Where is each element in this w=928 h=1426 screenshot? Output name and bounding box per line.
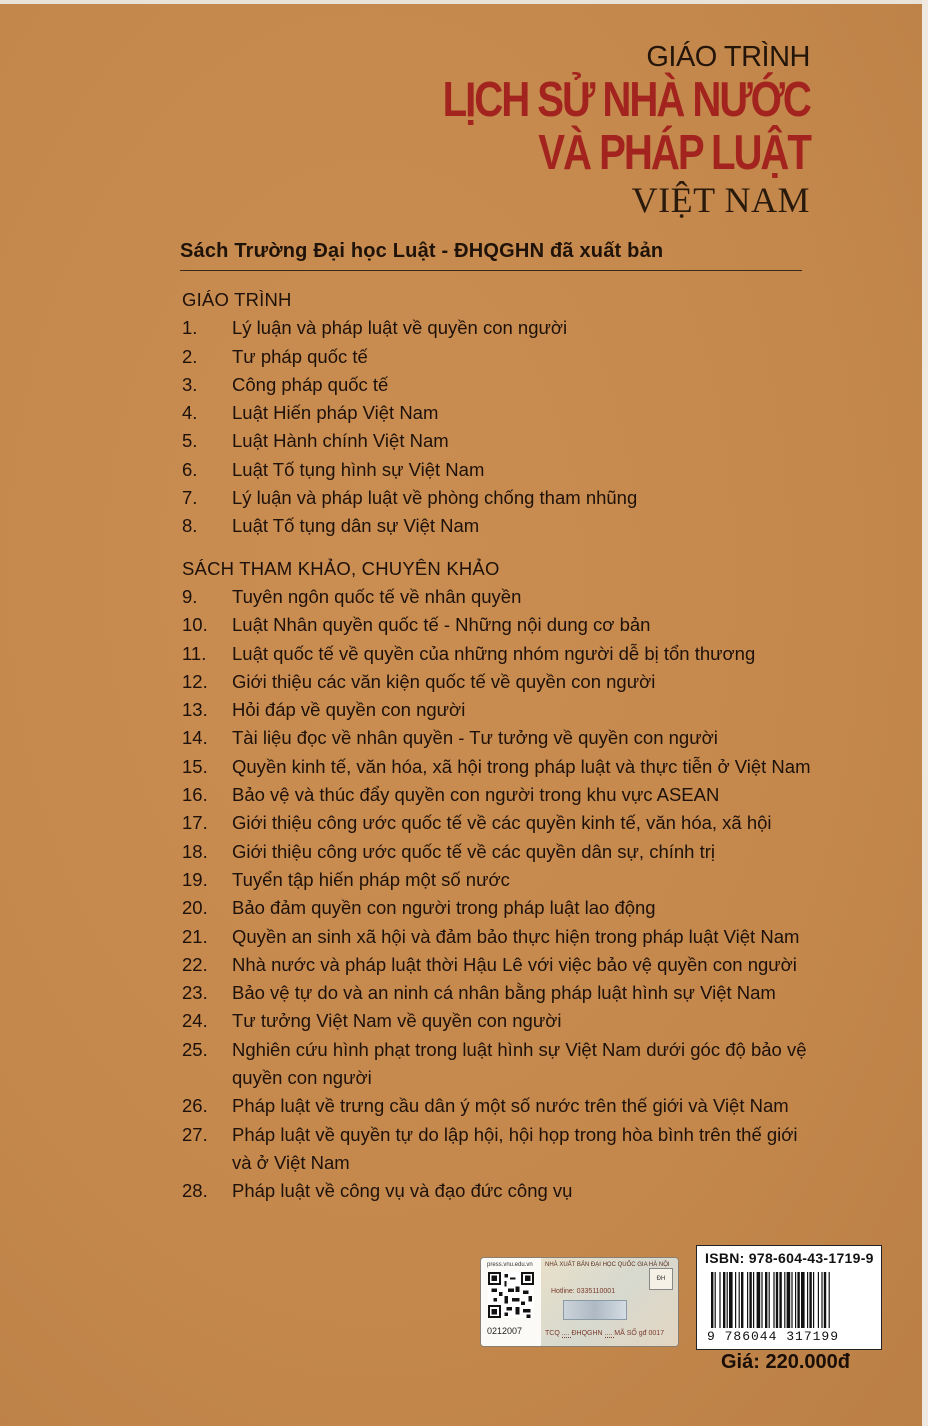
item-title: Giới thiệu các văn kiện quốc tế về quyền con người [232, 670, 656, 692]
list-item [182, 484, 822, 512]
list-item [182, 1092, 822, 1120]
item-number: 18. [182, 840, 208, 862]
item-title: Pháp luật về quyền tự do lập hội, hội họp trong hòa bình trên thế giới và ở Việt Nam [232, 1123, 798, 1173]
publisher-heading: Sách Trường Đại học Luật - ĐHQGHN đã xuất bản [180, 240, 802, 271]
barcode-icon [709, 1272, 869, 1328]
list-item [182, 611, 822, 639]
section-items [182, 314, 822, 540]
qr-code-icon [488, 1272, 534, 1318]
title-series: GIÁO TRÌNH [646, 41, 810, 73]
item-title: Nghiên cứu hình phạt trong luật hình sự Việt Nam dưới góc độ bảo vệ quyền con người [232, 1038, 807, 1089]
item-number: 11. [182, 642, 207, 664]
item-title: Luật quốc tế về quyền của những nhóm người dễ bị tổn thương [232, 642, 756, 664]
list-item [182, 1177, 822, 1205]
item-title: Tuyên ngôn quốc tế về nhân quyền [232, 585, 522, 607]
list-item [182, 583, 822, 611]
item-title: Luật Tố tụng dân sự Việt Nam [232, 515, 480, 537]
item-number: 2. [182, 345, 198, 367]
list-item [182, 866, 822, 894]
item-number: 4. [182, 402, 198, 424]
item-title: Luật Nhân quyền quốc tế - Những nội dung cơ bản [232, 614, 651, 636]
item-title: Lý luận và pháp luật về quyền con người [232, 317, 568, 339]
list-item [182, 724, 822, 752]
item-number: 22. [182, 953, 208, 975]
section-items [182, 583, 822, 1206]
list-item [182, 838, 822, 866]
list-item [182, 696, 822, 724]
item-number: 5. [182, 430, 198, 452]
price-label: Giá: 220.000đ [721, 1351, 850, 1373]
stamp-hotline: Hotline: 0335110001 [551, 1288, 616, 1295]
item-number: 28. [182, 1180, 208, 1202]
book-title-block [362, 40, 810, 220]
list-item [182, 923, 822, 951]
item-title: Công pháp quốc tế [232, 373, 389, 395]
list-item [182, 951, 822, 979]
item-title: Bảo đảm quyền con người trong pháp luật lao động [232, 897, 656, 919]
barcode-digits: 9 786044 317199 [707, 1329, 840, 1344]
stamp-footer: TCQ .... ĐHQGHN .... MÃ SỐ gđ 0017 [545, 1330, 665, 1337]
item-title: Tài liệu đọc về nhân quyền - Tư tưởng về quyền con người [232, 727, 718, 749]
item-number: 10. [182, 614, 208, 636]
item-number: 27. [182, 1123, 208, 1145]
hologram-strip [563, 1300, 627, 1320]
item-title: Giới thiệu công ước quốc tế về các quyền dân sự, chính trị [232, 840, 716, 862]
stamp-qr-panel [481, 1258, 541, 1346]
item-number: 20. [182, 897, 208, 919]
item-title: Bảo vệ tự do và an ninh cá nhân bằng pháp luật hình sự Việt Nam [232, 982, 776, 1004]
item-number: 12. [182, 670, 208, 692]
item-title: Tư tưởng Việt Nam về quyền con người [232, 1010, 562, 1032]
item-number: 24. [182, 1010, 208, 1032]
page-edge-top [0, 0, 928, 4]
item-number: 19. [182, 868, 208, 890]
item-title: Tư pháp quốc tế [232, 345, 368, 367]
list-item [182, 427, 822, 455]
item-number: 17. [182, 812, 208, 834]
list-item [182, 512, 822, 540]
list-item [182, 809, 822, 837]
item-number: 25. [182, 1038, 208, 1060]
list-item [182, 781, 822, 809]
item-number: 9. [182, 585, 198, 607]
title-line-2: VÀ PHÁP LUẬT [538, 126, 810, 180]
item-title: Quyền kinh tế, văn hóa, xã hội trong pháp luật và thực tiễn ở Việt Nam [232, 755, 811, 777]
item-title: Pháp luật về trưng cầu dân ý một số nước trên thế giới và Việt Nam [232, 1095, 789, 1117]
list-item [182, 668, 822, 696]
isbn-label: ISBN: 978-604-43-1719-9 [705, 1250, 874, 1266]
stamp-url: press.vnu.edu.vn [487, 1262, 533, 1268]
list-item [182, 343, 822, 371]
list-item [182, 371, 822, 399]
list-item [182, 456, 822, 484]
item-number: 7. [182, 487, 198, 509]
item-title: Giới thiệu công ước quốc tế về các quyền kinh tế, văn hóa, xã hội [232, 812, 772, 834]
section-heading: SÁCH THAM KHẢO, CHUYÊN KHẢO [182, 557, 500, 579]
item-title: Luật Hiến pháp Việt Nam [232, 402, 439, 424]
list-item [182, 1036, 822, 1093]
section-heading: GIÁO TRÌNH [182, 289, 292, 310]
item-number: 21. [182, 925, 208, 947]
publisher-logo-icon: ĐH [649, 1268, 673, 1290]
list-item [182, 314, 822, 342]
item-title: Pháp luật về công vụ và đạo đức công vụ [232, 1180, 573, 1202]
authenticity-stamp [480, 1257, 679, 1347]
item-title: Quyền an sinh xã hội và đảm bảo thực hiện trong pháp luật Việt Nam [232, 925, 800, 947]
stamp-footer-mid: ĐHQGHN [571, 1330, 603, 1337]
item-title: Hỏi đáp về quyền con người [232, 699, 466, 721]
list-item [182, 894, 822, 922]
list-item [182, 1007, 822, 1035]
isbn-barcode-box [696, 1245, 882, 1350]
book-list [182, 286, 822, 1206]
item-number: 16. [182, 784, 208, 806]
item-number: 1. [182, 317, 198, 339]
stamp-footer-prefix: TCQ [545, 1330, 560, 1337]
item-title: Bảo vệ và thúc đẩy quyền con người trong khu vực ASEAN [232, 784, 720, 806]
item-number: 13. [182, 699, 208, 721]
list-item [182, 979, 822, 1007]
item-number: 8. [182, 515, 198, 537]
item-title: Luật Hành chính Việt Nam [232, 430, 449, 452]
item-title: Lý luận và pháp luật về phòng chống tham nhũng [232, 487, 638, 509]
list-item [182, 753, 822, 781]
item-title: Luật Tố tụng hình sự Việt Nam [232, 458, 485, 480]
item-number: 3. [182, 373, 198, 395]
item-number: 23. [182, 982, 208, 1004]
page-edge-right [922, 0, 928, 1426]
list-item [182, 399, 822, 427]
title-line-1: LỊCH SỬ NHÀ NƯỚC [442, 73, 810, 127]
item-number: 6. [182, 458, 198, 480]
stamp-header: NHÀ XUẤT BẢN ĐẠI HỌC QUỐC GIA HÀ NỘI [545, 1262, 670, 1268]
stamp-hologram-panel [541, 1258, 678, 1346]
list-item [182, 1121, 822, 1178]
item-number: 14. [182, 727, 208, 749]
item-number: 15. [182, 755, 208, 777]
stamp-footer-suffix: MÃ SỐ gđ 0017 [614, 1330, 665, 1337]
item-title: Nhà nước và pháp luật thời Hậu Lê với việc bảo vệ quyền con người [232, 953, 797, 975]
item-title: Tuyển tập hiến pháp một số nước [232, 868, 510, 890]
list-item [182, 640, 822, 668]
title-line-3: VIỆT NAM [631, 180, 810, 220]
item-number: 26. [182, 1095, 208, 1117]
stamp-serial: 0212007 [487, 1326, 523, 1336]
